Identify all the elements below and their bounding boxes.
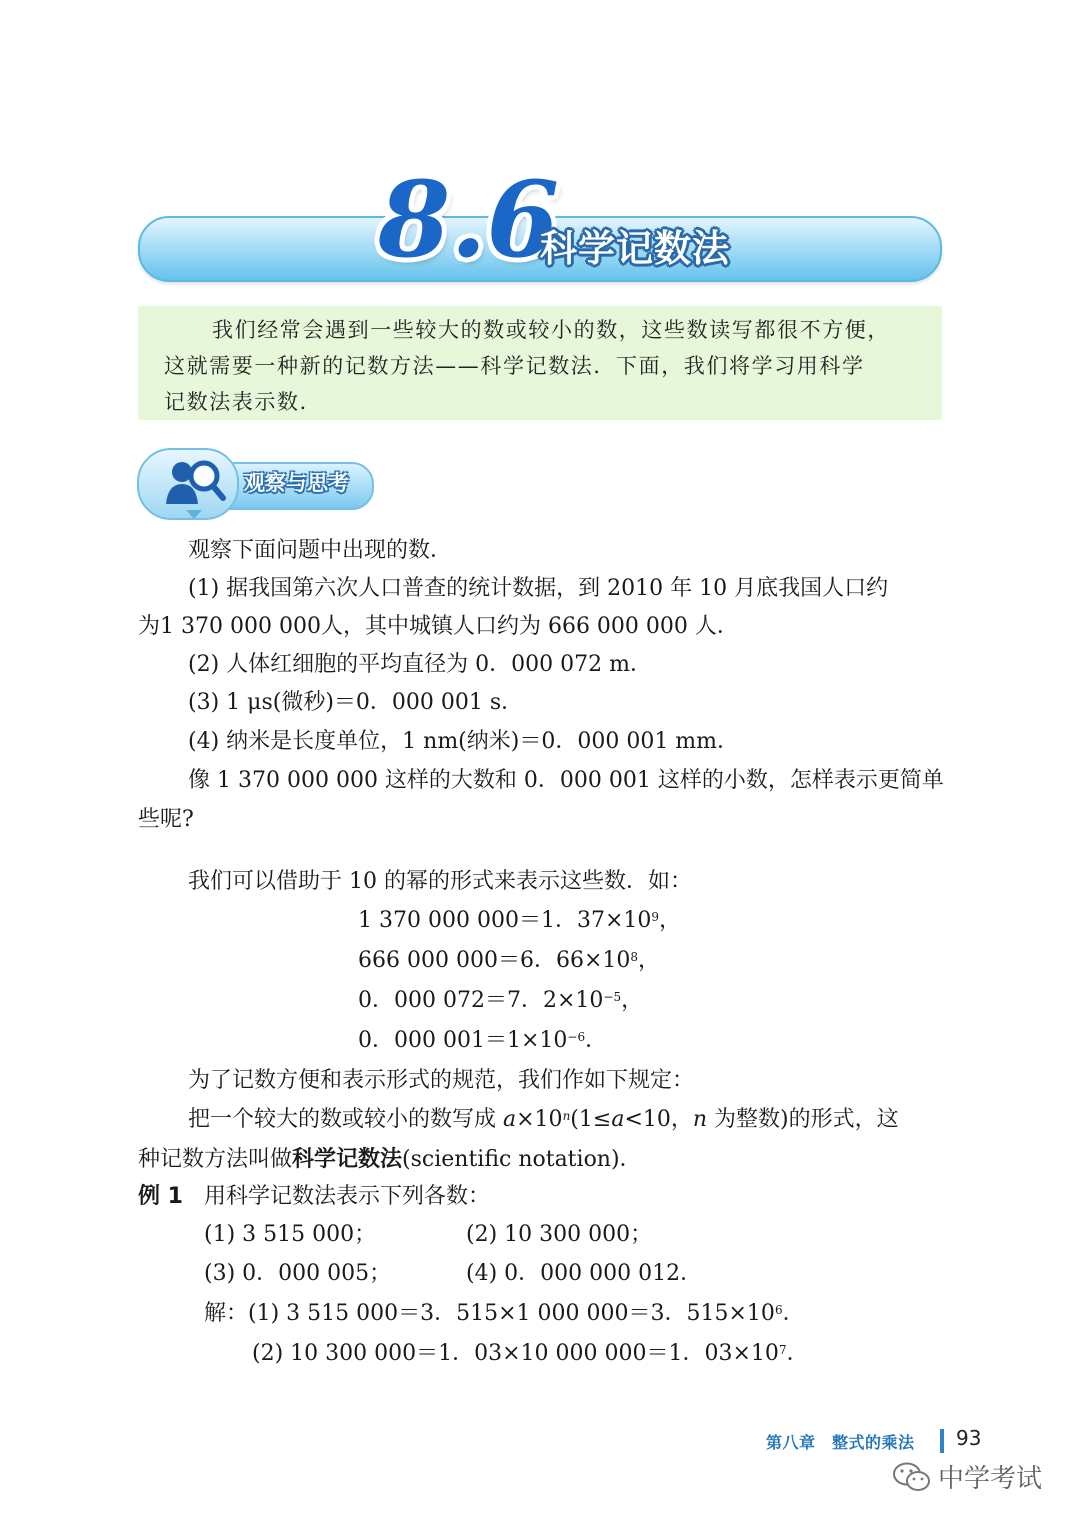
chapter-footer: 第八章 整式的乘法 [766, 1433, 915, 1452]
intro-line: 这就需要一种新的记数方法——科学记数法．下面，我们将学习用科学 [164, 354, 865, 378]
example-solution: 解：(1) 3 515 000＝3．515×1 000 000＝3．$515\times 10^6$． [204, 1301, 805, 1326]
equation: 0．000 072＝7．$2\times 10^{-5}$， [358, 988, 644, 1013]
definition-line: 把一个较大的数或较小的数写成 $a\times 10^n(1\le a<10$，n 为整数)的形式，这 [188, 1107, 899, 1132]
equation: 666 000 000＝6．$66\times 10^8$， [358, 948, 661, 973]
body-line: (4) 纳米是长度单位，1 nm(纳米)＝0．000 001 mm． [188, 729, 740, 754]
equation: 1 370 000 000＝1．$37\times 10^9$， [358, 908, 682, 933]
body-line: 为1 370 000 000人，其中城镇人口约为 666 000 000 人． [138, 614, 739, 639]
example-solution: (2) 10 300 000＝1．03×10 000 000＝1．$03\times 10^7$． [252, 1341, 809, 1366]
watermark-text: 中学考试 [938, 1464, 1043, 1494]
body-line: (3) 1 μs(微秒)＝0．000 001 s． [188, 690, 524, 715]
body-line: 观察下面问题中出现的数． [188, 538, 453, 563]
body-line: (2) 人体红细胞的平均直径为 0．000 072 m． [188, 652, 652, 677]
definition-line: 种记数方法叫做科学记数法(scientific notation)． [138, 1146, 642, 1172]
example-prompt: 用科学记数法表示下列各数： [204, 1184, 491, 1209]
example-label: 例 1 [138, 1184, 183, 1209]
intro-line: 我们经常会遇到一些较大的数或较小的数，这些数读写都很不方便， [212, 318, 890, 342]
body-line: 我们可以借助于 10 的幂的形式来表示这些数．如： [188, 869, 692, 894]
example-question: (4) 0．000 000 012． [466, 1261, 703, 1286]
section-title: 科学记数法 [540, 227, 730, 270]
example-question: (3) 0．000 005； [204, 1261, 392, 1286]
equation: 0．000 $001=1\times 10^{-6}$． [358, 1028, 608, 1053]
section-number: 8.6 [378, 158, 559, 281]
page-number: 93 [956, 1426, 982, 1450]
body-line: (1) 据我国第六次人口普查的统计数据，到 2010 年 10 月底我国人口约 [188, 576, 889, 601]
observe-pointer [186, 510, 202, 519]
observe-label: 观察与思考 [244, 471, 349, 495]
footer-divider [940, 1429, 944, 1453]
term-scientific-notation: 科学记数法 [292, 1146, 403, 1172]
body-line: 像 1 370 000 000 这样的大数和 0．000 001 这样的小数，怎样表示更简单 [188, 768, 944, 793]
body-line: 些呢? [138, 807, 194, 832]
magnifier-people-icon [160, 452, 230, 512]
body-line: 为了记数方便和表示形式的规范，我们作如下规定： [188, 1068, 695, 1093]
wechat-icon [892, 1460, 932, 1494]
intro-line: 记数法表示数． [164, 390, 323, 414]
example-question: (1) 3 515 000； [204, 1222, 377, 1247]
intro-box [138, 306, 942, 420]
example-question: (2) 10 300 000； [466, 1222, 653, 1247]
